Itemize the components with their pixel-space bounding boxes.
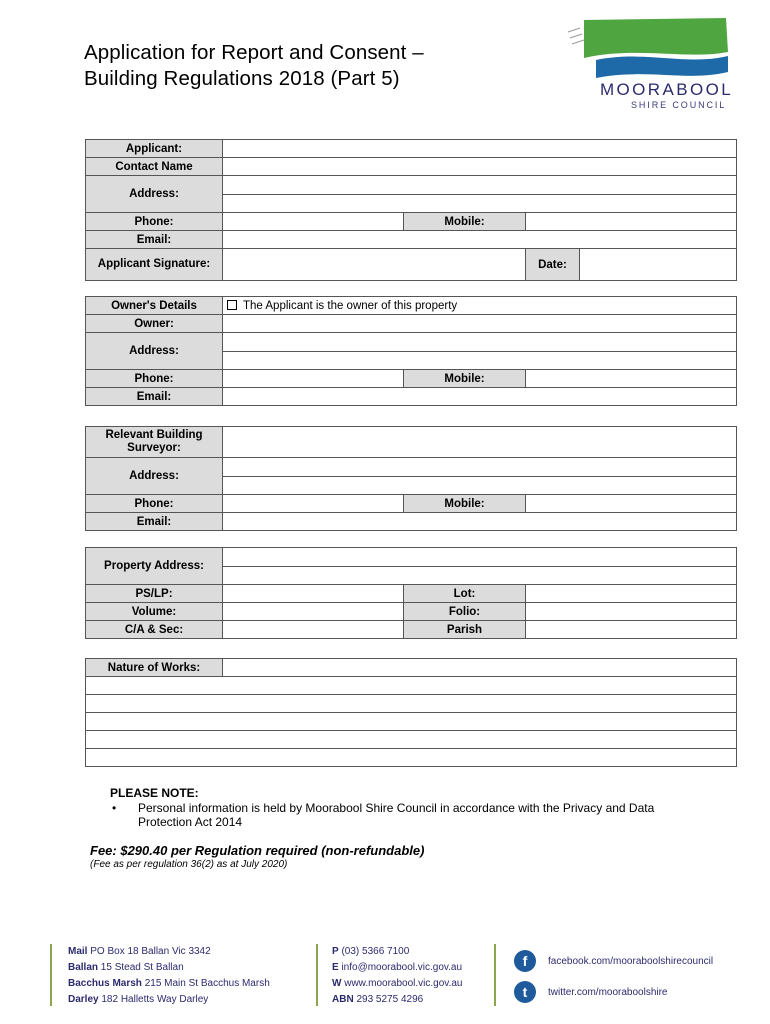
- footer-addresses: Mail PO Box 18 Ballan Vic 3342 Ballan 15 Stead St Ballan Bacchus Marsh 215 Main St Bacchus Marsh Darley 182 Halletts Way Darley: [68, 946, 270, 1005]
- owner-is-applicant-option[interactable]: [223, 297, 737, 315]
- lot-label: Lot:: [404, 585, 526, 603]
- lot-field[interactable]: [526, 585, 737, 603]
- twitter-link[interactable]: twitter.com/mooraboolshire: [548, 987, 668, 998]
- surveyor-phone-field[interactable]: [223, 495, 404, 513]
- fee-subtext: (Fee as per regulation 36(2) as at July 2020): [90, 859, 288, 870]
- applicant-email-label: Email:: [86, 231, 223, 249]
- page-title: [84, 40, 424, 92]
- applicant-mobile-field[interactable]: [526, 213, 737, 231]
- applicant-address-label: Address:: [86, 176, 223, 213]
- volume-label: Volume:: [86, 603, 223, 621]
- parish-field[interactable]: [526, 621, 737, 639]
- fee-text: Fee: $290.40 per Regulation required (non-refundable): [90, 843, 425, 858]
- title-line-2: Building Regulations 2018 (Part 5): [84, 67, 400, 90]
- owner-address-field-1[interactable]: [223, 333, 737, 352]
- contact-name-field[interactable]: [223, 158, 737, 176]
- surveyor-address-field-2[interactable]: [223, 476, 737, 495]
- works-field-1[interactable]: [223, 659, 737, 677]
- owner-label: Owner:: [86, 315, 223, 333]
- works-field-2[interactable]: [86, 677, 737, 695]
- applicant-table: [85, 139, 737, 281]
- ca-sec-label: C/A & Sec:: [86, 621, 223, 639]
- title-line-1: Application for Report and Consent –: [84, 41, 424, 64]
- volume-field[interactable]: [223, 603, 404, 621]
- applicant-email-field[interactable]: [223, 231, 737, 249]
- property-table: [85, 547, 737, 639]
- signature-label: Applicant Signature:: [86, 249, 223, 281]
- owner-address-label: Address:: [86, 333, 223, 370]
- pslp-label: PS/LP:: [86, 585, 223, 603]
- owner-field[interactable]: [223, 315, 737, 333]
- applicant-address-field-1[interactable]: [223, 176, 737, 195]
- note-bullet: •: [112, 801, 117, 815]
- owner-table: [85, 296, 737, 406]
- note-heading: PLEASE NOTE:: [110, 786, 199, 800]
- parish-label: Parish: [404, 621, 526, 639]
- logo-subtitle: SHIRE COUNCIL: [631, 100, 727, 110]
- contact-name-label: Contact Name: [86, 158, 223, 176]
- facebook-link[interactable]: facebook.com/mooraboolshirecouncil: [548, 956, 714, 967]
- applicant-mobile-label: Mobile:: [404, 213, 526, 231]
- surveyor-mobile-field[interactable]: [526, 495, 737, 513]
- owner-is-applicant-text: The Applicant is the owner of this property: [243, 299, 458, 312]
- checkbox-icon[interactable]: [227, 300, 237, 310]
- owner-mobile-field[interactable]: [526, 370, 737, 388]
- footer-contacts: P (03) 5366 7100 E info@moorabool.vic.gov.au W www.moorabool.vic.gov.au ABN 293 5275 4296: [332, 946, 463, 1005]
- owner-phone-field[interactable]: [223, 370, 404, 388]
- applicant-field[interactable]: [223, 140, 737, 158]
- property-address-field-2[interactable]: [223, 566, 737, 585]
- works-field-6[interactable]: [86, 749, 737, 767]
- works-label: Nature of Works:: [86, 659, 223, 677]
- works-table: [85, 658, 737, 767]
- footer-divider-2: [316, 944, 318, 1006]
- note-text: Personal information is held by Moorabool Shire Council in accordance with the Privacy and Data Protection Act 2014: [138, 801, 655, 829]
- owner-email-label: Email:: [86, 388, 223, 406]
- signature-field[interactable]: [223, 249, 526, 281]
- applicant-label: Applicant:: [86, 140, 223, 158]
- surveyor-address-field-1[interactable]: [223, 458, 737, 477]
- twitter-icon[interactable]: t: [514, 981, 536, 1003]
- surveyor-email-label: Email:: [86, 513, 223, 531]
- surveyor-address-label: Address:: [86, 458, 223, 495]
- facebook-icon[interactable]: f: [514, 950, 536, 972]
- works-field-4[interactable]: [86, 713, 737, 731]
- works-field-5[interactable]: [86, 731, 737, 749]
- owner-address-field-2[interactable]: [223, 351, 737, 370]
- folio-label: Folio:: [404, 603, 526, 621]
- folio-field[interactable]: [526, 603, 737, 621]
- surveyor-label: Relevant Building Surveyor:: [86, 427, 223, 458]
- owner-mobile-label: Mobile:: [404, 370, 526, 388]
- date-label: Date:: [526, 249, 580, 281]
- applicant-address-field-2[interactable]: [223, 194, 737, 213]
- date-field[interactable]: [580, 249, 737, 281]
- applicant-phone-field[interactable]: [223, 213, 404, 231]
- surveyor-email-field[interactable]: [223, 513, 737, 531]
- surveyor-field[interactable]: [223, 427, 737, 458]
- owner-details-label: Owner's Details: [86, 297, 223, 315]
- works-field-3[interactable]: [86, 695, 737, 713]
- property-address-label: Property Address:: [86, 548, 223, 585]
- surveyor-mobile-label: Mobile:: [404, 495, 526, 513]
- footer-divider-1: [50, 944, 52, 1006]
- surveyor-phone-label: Phone:: [86, 495, 223, 513]
- logo-name: MOORABOOL: [600, 80, 734, 99]
- property-address-field-1[interactable]: [223, 548, 737, 567]
- footer-divider-3: [494, 944, 496, 1006]
- applicant-phone-label: Phone:: [86, 213, 223, 231]
- owner-email-field[interactable]: [223, 388, 737, 406]
- ca-sec-field[interactable]: [223, 621, 404, 639]
- owner-phone-label: Phone:: [86, 370, 223, 388]
- surveyor-table: [85, 426, 737, 531]
- pslp-field[interactable]: [223, 585, 404, 603]
